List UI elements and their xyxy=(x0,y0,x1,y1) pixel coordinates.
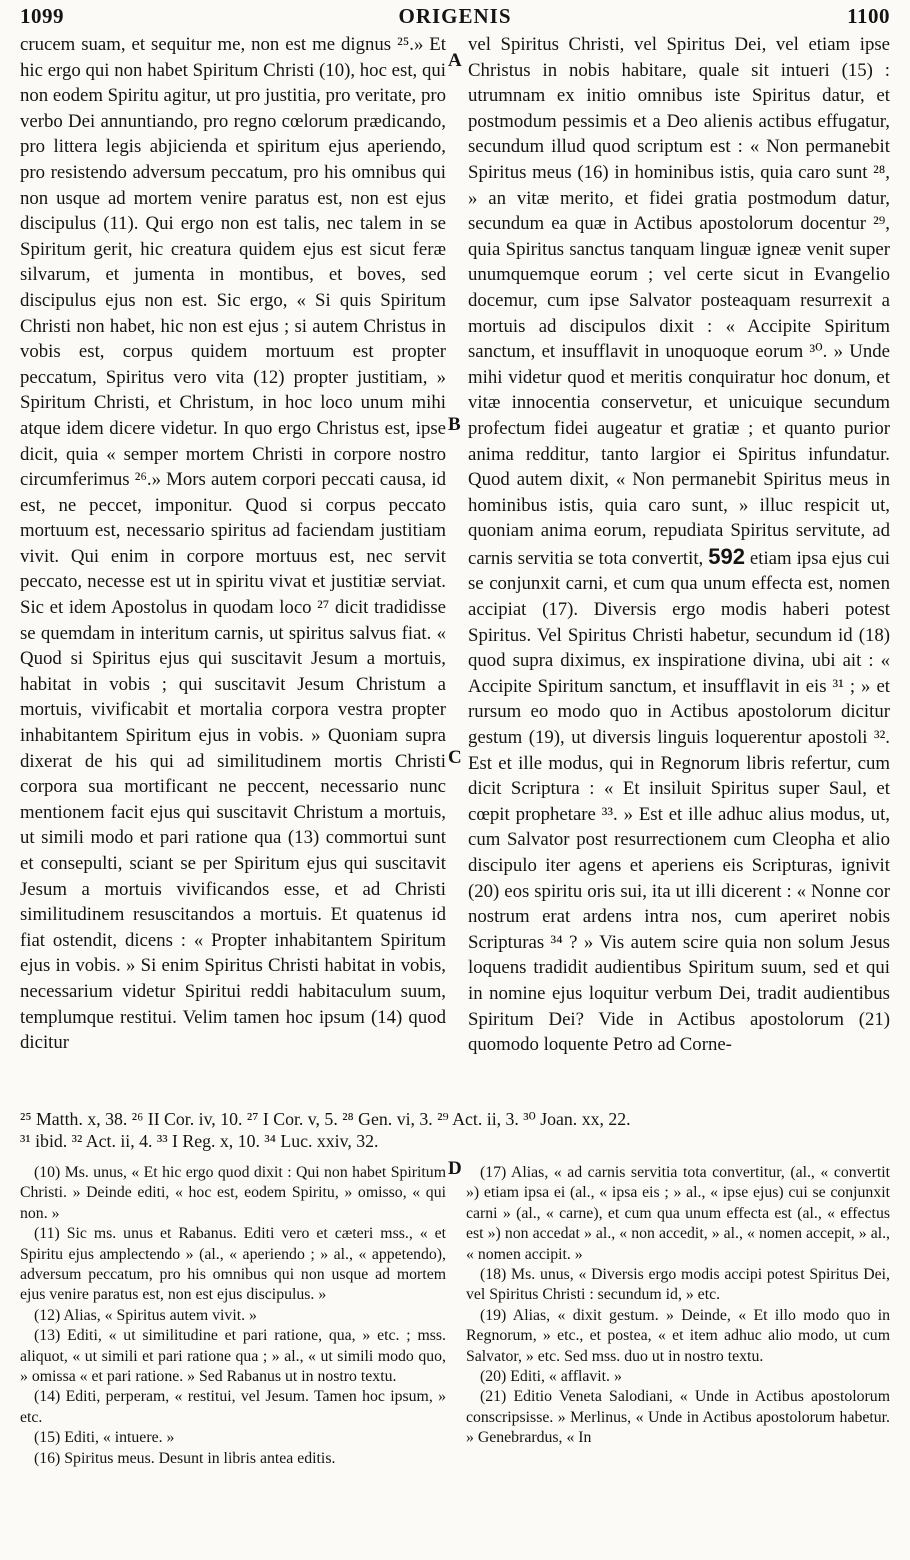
footnote: (18) Ms. unus, « Diversis ergo modis accipi potest Spiritus Dei, vel Spiritus Christi : secundum id, » etc. xyxy=(466,1266,890,1304)
page-number-left: 1099 xyxy=(20,4,64,28)
margin-marker-d: D xyxy=(448,1158,462,1179)
footnote: (12) Alias, « Spiritus autem vivit. » xyxy=(34,1306,257,1324)
references-line-1: ²⁵ Matth. x, 38. ²⁶ II Cor. iv, 10. ²⁷ I Cor. v, 5. ²⁸ Gen. vi, 3. ²⁹ Act. ii, 3. ³⁰ Joan. xx, 22. xyxy=(20,1109,631,1129)
page-number-right: 1100 xyxy=(847,4,890,28)
margin-marker-c: C xyxy=(448,747,462,768)
margin-marker-b: B xyxy=(448,414,461,435)
footnote: (13) Editi, « ut similitudine et pari ratione, qua, » etc. ; mss. aliquot, « ut simili et pari ratione qua ; » al., « ut simili modo quo, » omissa « et pari ratione. » Sed Rabanus ut in nostro textu. xyxy=(20,1327,446,1386)
main-text-right-column xyxy=(468,32,890,1058)
main-text-left-column xyxy=(20,32,446,1056)
right-column-paragraph xyxy=(468,32,890,1058)
right-column-text-a: vel Spiritus Christi, vel Spiritus Dei, vel etiam ipse Christus in nobis habitare, quale sit intueri (15) : utrumnam ex initio omnibus iste Spiritus datur, et postmodum pessimis et a Deo alienis actibus effugatur, secundum illud quod scriptum est : « Non permanebit Spiritus meus (16) in hominibus istis, quia caro sunt ²⁸, » an vitæ merito, et fidei gratia postmodum datur, secundum ea quæ in Actibus apostolorum docentur ²⁹, quia Spiritus sanctus tanquam linguæ igneæ venit super unumquemque eorum ; vel certe sicut in Evangelio docemur, cum ipse Salvator posteaquam resurrexit a mortuis ad discipulos dixit : « Accipite Spiritum sanctum, et insufflavit in unoquoque eorum ³⁰. » Unde mihi videtur quod et meritis conquiratur hoc donum, et vitæ innocentia conservetur, et unicuique secundum profectum fidei augeatur et gratiæ ; et quanto purior anima redditur, tanto largior ei Spiritus infundatur. Quod autem dixit, « Non permanebit Spiritus meus in hominibus istis, quia caro sunt, » illuc respicit ut, quoniam anima eorum, repudiata Spiritus servitute, ad carnis servitia se tota convertit, xyxy=(468,34,890,569)
footnote: (16) Spiritus meus. Desunt in libris antea editis. xyxy=(34,1449,336,1467)
running-title: ORIGENIS xyxy=(398,4,512,28)
inline-page-number: 592 xyxy=(708,543,745,569)
margin-marker-a: A xyxy=(448,50,462,71)
footnote: (15) Editi, « intuere. » xyxy=(34,1429,175,1447)
references-line-2: ³¹ ibid. ³² Act. ii, 4. ³³ I Reg. x, 10. ³⁴ Luc. xxiv, 32. xyxy=(20,1131,379,1151)
footnotes-right-column xyxy=(466,1163,890,1449)
page-header xyxy=(20,4,890,32)
footnote: (10) Ms. unus, « Et hic ergo quod dixit : Qui non habet Spiritum Christi. » Deinde editi, « hoc est, eodem Spiritu, » omisso, « qui non. » xyxy=(20,1164,446,1222)
footnote: (19) Alias, « dixit gestum. » Deinde, « Et illo modo quo in Regnorum, » etc., et postea, « et item adhuc alio modo, ut cum Salvator, » etc. Sed mss. duo ut in nostro textu. xyxy=(466,1306,890,1365)
footnote: (21) Editio Veneta Salodiani, « Unde in Actibus apostolorum conscripsisse. » Merlinus, « Unde in Actibus apostolorum habetur. » Genebrardus, « In xyxy=(466,1388,890,1447)
footnotes-left-column xyxy=(20,1163,446,1469)
left-column-paragraph: crucem suam, et sequitur me, non est me dignus ²⁵.» Et hic ergo qui non habet Spiritum Christi (10), hoc est, qui non eodem Spiritu agitur, ut pro justitia, pro veritate, pro verbo Dei annuntiando, pro regno cœlorum prædicando, pro littera legis abjicienda et spiritum ejus aperiendo, pro resistendo adversum peccatum, pro his omnibus qui non usque ad mortem venire paratus est, non est ejus discipulus (11). Qui ergo non est talis, nec talem in se Spiritum gerit, hic creatura quidem ejus est sicut feræ silvarum, et jumenta in montibus, et boves, sed discipulus ejus non est. Sic ergo, « Si quis Spiritum Christi non habet, hic non est ejus ; si autem Christus in vobis est, corpus quidem mortuum est propter peccatum, Spiritus vero vita (12) propter justitiam, » Spiritum Christi, et Christum, in hoc loco unum mihi atque idem dicere videtur. In quo ergo Christus est, ipse dicit, quia « semper mortem Christi in corpore nostro circumferimus ²⁶.» Mors autem corpori peccati causa, id est, ne peccet, imponitur. Quod si corpus peccato mortuum est, necessario spiritus ad faciendam justitiam vivit. Qui enim in corpore mortuus est, nec servit peccato, necesse est ut in spiritu vivat et justitiæ serviat. Sic et idem Apostolus in quodam loco ²⁷ dicit tradidisse se quemdam in interitum carnis, ut spiritus salvus fiat. « Quod si Spiritus ejus qui suscitavit Jesum a mortuis, habitat in vobis ; qui suscitavit Jesum Christum a mortuis, vivificabit et mortalia corpora vestra propter inhabitantem Spiritum ejus in vobis. » Quoniam supra dixerat de his qui ad similitudinem mortis Christi corpora sua mortificant ne peccent, necessario nunc mentionem facit ejus qui suscitavit Christum a mortuis, ut simili modo et pari ratione qua (13) commortui sunt et consepulti, sciant se per Spiritum ejus qui suscitavit Jesum a mortuis vivificandos esse, et ad Christi similitudinem resuscitandos a mortuis. Et quatenus id fiat ostendit, dicens : « Propter inhabitantem Spiritum ejus in vobis. » Si enim Spiritus Christi habitat in vobis, necessarium videtur Spiritui reddi habitaculum suum, templumque restitui. Velim tamen hoc ipsum (14) quod dicitur xyxy=(20,34,446,1054)
footnote: (14) Editi, perperam, « restitui, vel Jesum. Tamen hoc ipsum, » etc. xyxy=(20,1388,446,1426)
scripture-references xyxy=(20,1108,890,1152)
footnote: (17) Alias, « ad carnis servitia tota convertitur, (al., « convertit ») etiam ipsa ei (al., « ipsa eis ; » al., « ipse ejus) cui se conjunxit carni » (al., « carne), et cum qua unum effecta est (al., « effectus est ») non accedat » al., « non accedit, » al., « nomen accepit, » al., « nomen accipit. » xyxy=(466,1164,890,1263)
right-column-text-b: etiam ipsa ejus cui se conjunxit carni, et cum qua unum effecta est, nomen accipiat (17). Diversis ergo modis haberi potest Spiritus. Vel Spiritus Christi habetur, secundum id (18) quod supra diximus, ex inspiratione divina, ubi ait : « Accipite Spiritum sanctum, et insufflavit in eis ³¹ ; » et rursum eo modo quo in Actibus apostolorum dicitur gestum (19), ut diversis linguis loquerentur apostoli ³². Est et ille modus, qui in Regnorum libris refertur, cum dicit Scriptura : « Et insiluit Spiritus super Saul, et cœpit prophetare ³³. » Est et ille adhuc alius modus, ut, cum Salvator post resurrectionem cum Cleopha et alio discipulo iter agens et aperiens eis Scripturas, ignivit (20) eos spiritu oris sui, ita ut illi dicerent : « Nonne cor nostrum erat ardens intra nos, cum aperiret nobis Scripturas ³⁴ ? » Vis autem scire quia non solum Jesus loquens tradidit audientibus Spiritum suum, sed et qui in nomine ejus loquitur verbum Dei, tradit audientibus Spiritum Dei? Vide in Actibus apostolorum (21) quomodo loquente Petro ad Corne- xyxy=(468,547,890,1056)
footnote: (11) Sic ms. unus et Rabanus. Editi vero et cæteri mss., « et Spiritu ejus amplectendo » (al., « aperiendo ; » al., « appetendo), adversum peccatum, pro his omnibus qui non usque ad mortem ejus venire paratus est, non est ejus discipulus. » xyxy=(20,1225,446,1304)
footnote: (20) Editi, « afflavit. » xyxy=(480,1368,622,1386)
